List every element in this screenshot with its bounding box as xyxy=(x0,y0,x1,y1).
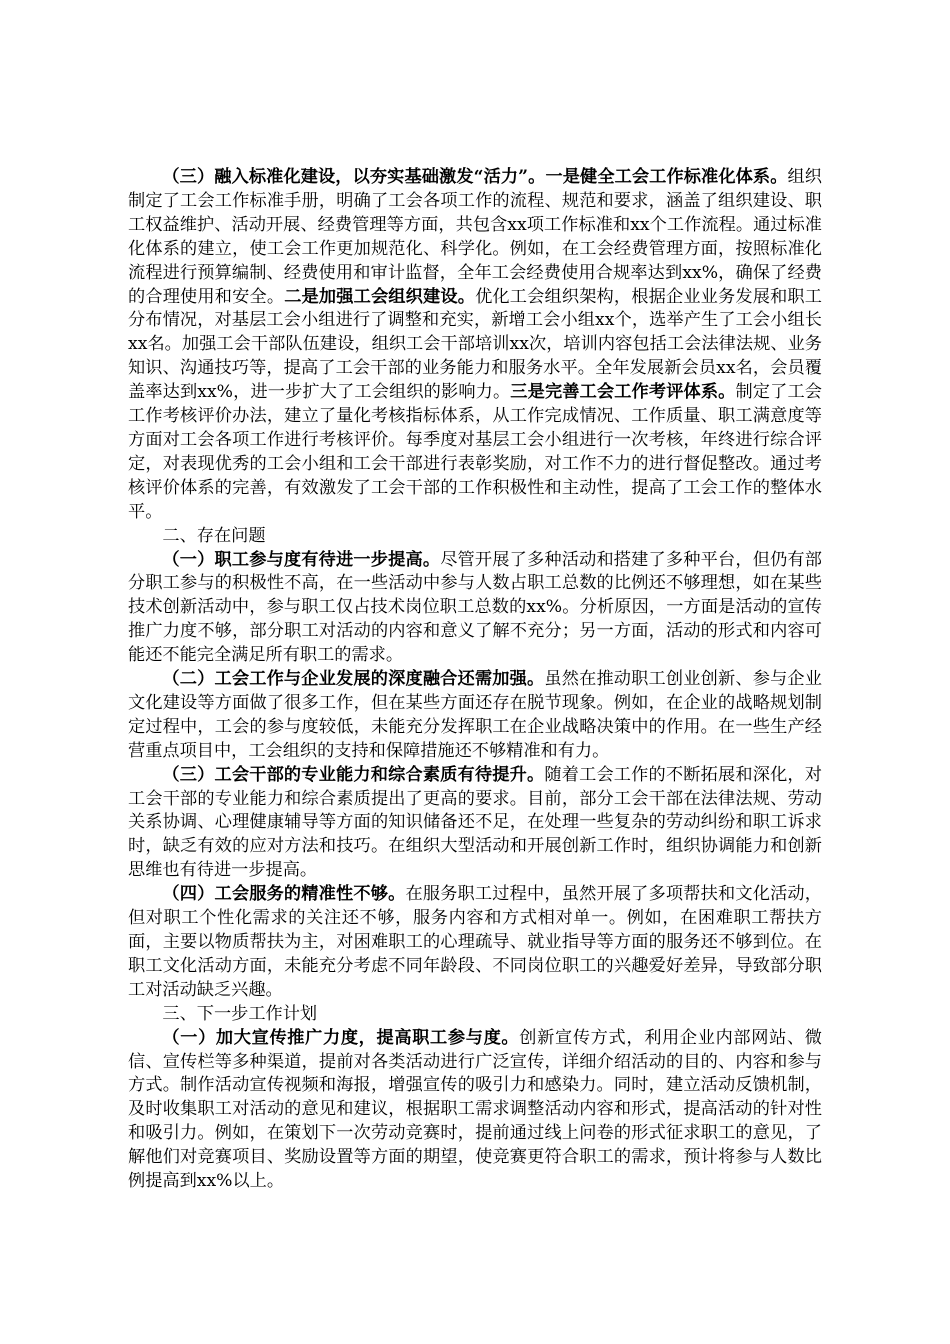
paragraph-text: 尽管开展了多种活动和搭建了多种平台，但仍有部分职工参与的积极性不高，在一些活动中参与人数占职工总数的比例还不够理想，如在某些技术创新活动中，参与职工仅占技术岗位职工总数的xx%。分析原因，一方面是活动的宣传推广力度不够，部分职工对活动的内容和意义了解不充分；另一方面，活动的形式和内容可能还不能完全满足所有职工的需求。 xyxy=(128,549,822,666)
paragraph-standardization xyxy=(128,166,822,525)
bold-lead: （四）工会服务的精准性不够。 xyxy=(162,884,406,905)
problem-paragraph-1 xyxy=(128,549,822,669)
paragraph-text: 创新宣传方式，利用企业内部网站、微信、宣传栏等多种渠道，提前对各类活动进行广泛宣传，详细介绍活动的目的、内容和参与方式。制作活动宣传视频和海报，增强宣传的吸引力和感染力。同时，建立活动反馈机制，及时收集职工对活动的意见和建议，根据职工需求调整活动内容和形式，提高活动的针对性和吸引力。例如，在策划下一次劳动竞赛时，提前通过线上问卷的形式征求职工的意见，了解他们对竞赛项目、奖励设置等方面的期望，使竞赛更符合职工的需求，预计将参与人数比例提高到xx%以上。 xyxy=(128,1027,822,1192)
bold-lead: （三）工会干部的专业能力和综合素质有待提升。 xyxy=(162,764,545,785)
bold-lead: 三是完善工会工作考评体系。 xyxy=(510,382,736,403)
section-heading-plan: 三、下一步工作计划 xyxy=(162,1003,318,1024)
paragraph-text: 制定了工会工作考核评价办法，建立了量化考核指标体系，从工作完成情况、工作质量、职工满意度等方面对工会各项工作进行考核评价。每季度对基层工会小组进行一次考核，年终进行综合评定，对表现优秀的工会小组和工会干部进行表彰奖励，对工作不力的进行督促整改。通过考核评价体系的完善，有效激发了工会干部的工作积极性和主动性，提高了工会工作的整体水平。 xyxy=(128,382,822,522)
paragraph-text: 在服务职工过程中，虽然开展了多项帮扶和文化活动，但对职工个性化需求的关注还不够，服务内容和方式相对单一。例如，在困难职工帮扶方面，主要以物质帮扶为主，对困难职工的心理疏导、就业指导等方面的服务还不够到位。在职工文化活动方面，未能充分考虑不同年龄段、不同岗位职工的兴趣爱好差异，导致部分职工对活动缺乏兴趣。 xyxy=(128,884,822,1000)
bold-lead: （二）工会工作与企业发展的深度融合还需加强。 xyxy=(162,669,545,690)
bold-lead: （一）加大宣传推广力度，提高职工参与度。 xyxy=(162,1027,520,1048)
plan-paragraph-1 xyxy=(128,1027,822,1194)
paragraph-text: 优化工会组织架构，根据企业业务发展和职工分布情况，对基层工会小组进行了调整和充实，新增工会小组xx个，选举产生了工会小组长xx名。加强工会干部队伍建设，组织工会干部培训xx次，培训内容包括工会法律法规、业务知识、沟通技巧等，提高了工会干部的业务能力和服务水平。全年发展新会员xx名，会员覆盖率达到xx%，进一步扩大了工会组织的影响力。 xyxy=(128,286,822,403)
paragraph-text: 虽然在推动职工创业创新、参与企业文化建设等方面做了很多工作，但在某些方面还存在脱节现象。例如，在企业的战略规划制定过程中，工会的参与度较低，未能充分发挥职工在企业战略决策中的作用。在一些生产经营重点项目中，工会组织的支持和保障措施还不够精准和有力。 xyxy=(128,669,822,761)
bold-lead: （三）融入标准化建设，以夯实基础激发“活力”。一是健全工会工作标准化体系。 xyxy=(162,167,788,187)
document-body xyxy=(128,166,822,1194)
section-heading-problems: 二、存在问题 xyxy=(162,525,266,546)
problem-paragraph-2 xyxy=(128,668,822,764)
bold-lead: 二是加强工会组织建设。 xyxy=(284,286,476,307)
problem-paragraph-3 xyxy=(128,764,822,884)
problem-paragraph-4 xyxy=(128,883,822,1003)
bold-lead: （一）职工参与度有待进一步提高。 xyxy=(162,549,441,570)
paragraph-text: 组织制定了工会工作标准手册，明确了工会各项工作的流程、规范和要求，涵盖了组织建设、职工权益维护、活动开展、经费管理等方面，共包含xx项工作标准和xx个工作流程。通过标准化体系的建立，使工会工作更加规范化、科学化。例如，在工会经费管理方面，按照标准化流程进行预算编制、经费使用和审计监督，全年工会经费使用合规率达到xx%，确保了经费的合理使用和安全。 xyxy=(128,167,822,307)
paragraph-text: 随着工会工作的不断拓展和深化，对工会干部的专业能力和综合素质提出了更高的要求。目前，部分工会干部在法律法规、劳动关系协调、心理健康辅导等方面的知识储备还不足，在处理一些复杂的劳动纠纷和职工诉求时，缺乏有效的应对方法和技巧。在组织大型活动和开展创新工作时，组织协调能力和创新思维也有待进一步提高。 xyxy=(128,764,822,881)
